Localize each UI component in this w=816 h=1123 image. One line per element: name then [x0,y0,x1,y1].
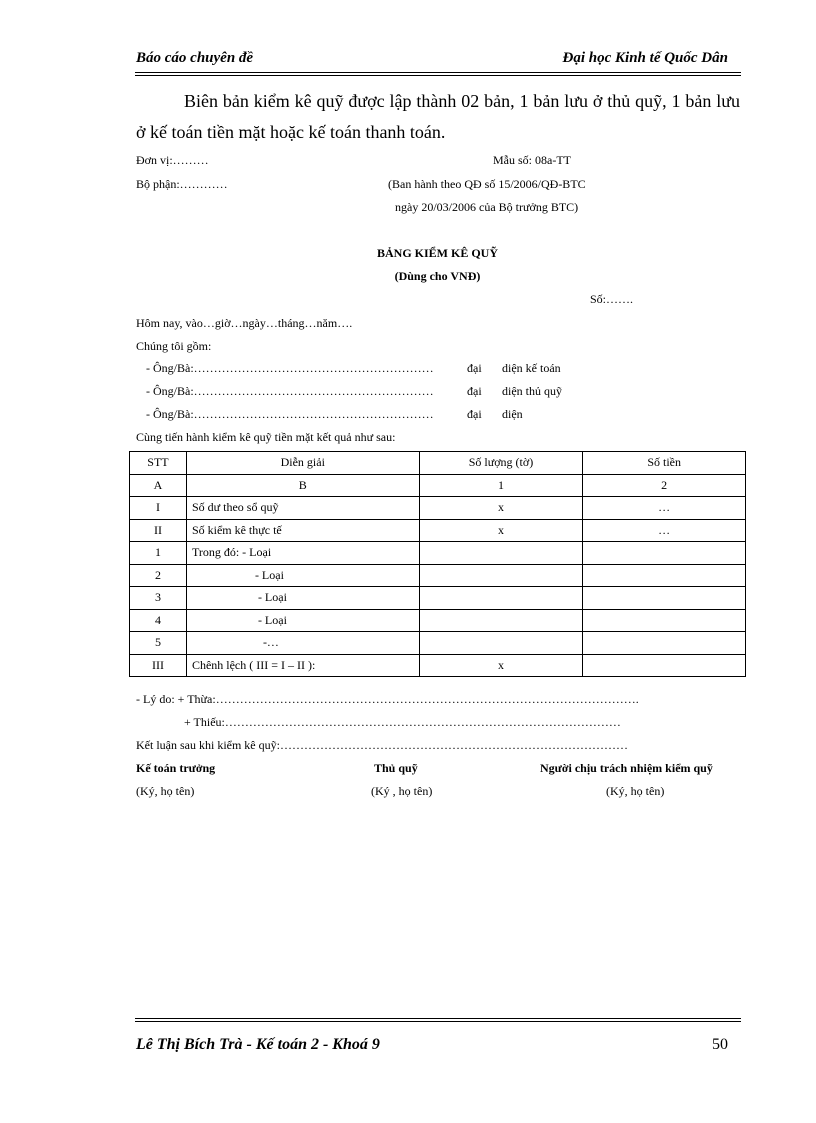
cung-tien-hanh: Cùng tiến hành kiểm kê quỹ tiền mặt kết quả như sau: [136,430,396,444]
table-cell: B [186,474,419,497]
table-row [130,474,746,497]
table-cell [419,564,583,587]
ly-do-thua: - Lý do: + Thừa:……………………………………………………………………………………………. [136,692,639,706]
signature-role: Kế toán trưởng [136,761,216,775]
header-rule-2 [135,75,741,76]
table-cell: - Loại [186,587,419,610]
member-role-prefix: đại [467,384,482,398]
intro-paragraph: Biên bản kiểm kê quỹ được lập thành 02 bản, 1 bản lưu ở thủ quỹ, 1 bản lưu ở kế toán tiền mặt hoặc kế toán thanh toán. [136,91,740,142]
table-cell: II [130,519,187,542]
table-cell [419,609,583,632]
member-role: diện [502,407,523,421]
signature-role: Thủ quỹ [374,761,418,775]
table-row [130,564,746,587]
member-name: - Ông/Bà:…………………………………………………… [146,384,434,398]
chung-toi: Chúng tôi gồm: [136,339,212,353]
column-header: Số lượng (tờ) [419,452,583,475]
table-cell: x [419,497,583,520]
member-name: - Ông/Bà:…………………………………………………… [146,361,434,375]
table-cell: -… [186,632,419,655]
member-role-prefix: đại [467,407,482,421]
table-cell [583,542,746,565]
footer-rule-2 [135,1021,741,1022]
column-header: STT [130,452,187,475]
table-cell [419,587,583,610]
table-header-row [130,452,746,475]
table-cell: Chênh lệch ( III = I – II ): [186,654,419,677]
ban-hanh: (Ban hành theo QĐ số 15/2006/QĐ-BTC [388,177,586,191]
table-cell [583,609,746,632]
header-rule-1 [135,72,741,73]
ket-luan: Kết luận sau khi kiểm kê quỹ:…………………………………………………………………………… [136,738,628,752]
page-number: 50 [712,1036,728,1053]
table-cell: 5 [130,632,187,655]
table-cell [583,632,746,655]
member-role-prefix: đại [467,361,482,375]
table-cell: … [583,497,746,520]
table-cell [583,587,746,610]
table-cell: 3 [130,587,187,610]
table-cell: Số dư theo sổ quỹ [186,497,419,520]
table-row [130,519,746,542]
header-left: Báo cáo chuyên đề [136,50,254,66]
table-cell [583,564,746,587]
column-header: Số tiền [583,452,746,475]
form-subtitle: (Dùng cho VNĐ) [394,269,481,283]
don-vi: Đơn vị:……… [136,153,209,167]
member-name: - Ông/Bà:…………………………………………………… [146,407,434,421]
column-header: Diễn giải [186,452,419,475]
member-role: diện kế toán [502,361,561,375]
kiem-ke-table [129,451,746,677]
bo-phan: Bộ phận:………… [136,177,228,191]
table-cell [419,542,583,565]
signature-note: (Ký , họ tên) [371,784,433,798]
table-cell: … [583,519,746,542]
table-row [130,587,746,610]
table-cell: I [130,497,187,520]
table-cell: 1 [130,542,187,565]
member-role: diện thủ quỹ [502,384,562,398]
table-row [130,497,746,520]
ngay-ban-hanh: ngày 20/03/2006 của Bộ trưởng BTC) [395,200,579,214]
table-cell: x [419,654,583,677]
table-cell: - Loại [186,609,419,632]
table-cell: Trong đó: - Loại [186,542,419,565]
table-cell [583,654,746,677]
table-row [130,609,746,632]
table-cell: 1 [419,474,583,497]
table-cell [419,632,583,655]
table-cell: x [419,519,583,542]
table-row [130,632,746,655]
mau-so: Mẫu số: 08a-TT [493,153,571,167]
table-cell: 2 [130,564,187,587]
hom-nay: Hôm nay, vào…giờ…ngày…tháng…năm…. [136,316,353,330]
footer-author: Lê Thị Bích Trà - Kế toán 2 - Khoá 9 [136,1036,380,1053]
table-cell: A [130,474,187,497]
table-row [130,542,746,565]
form-title: BẢNG KIỂM KÊ QUỸ [376,246,498,260]
table-cell: Số kiểm kê thực tế [186,519,419,542]
table-cell: 2 [583,474,746,497]
so-number: Số:……. [590,292,634,306]
footer-rule-1 [135,1018,741,1019]
table-row [130,654,746,677]
signature-note: (Ký, họ tên) [606,784,665,798]
signature-note: (Ký, họ tên) [136,784,195,798]
signature-role: Người chịu trách nhiệm kiểm quỹ [540,761,713,775]
ly-do-thieu: + Thiếu:……………………………………………………………………………………… [184,715,621,729]
header-right: Đại học Kinh tế Quốc Dân [562,50,728,66]
table-cell: - Loại [186,564,419,587]
table-cell: III [130,654,187,677]
table-cell: 4 [130,609,187,632]
